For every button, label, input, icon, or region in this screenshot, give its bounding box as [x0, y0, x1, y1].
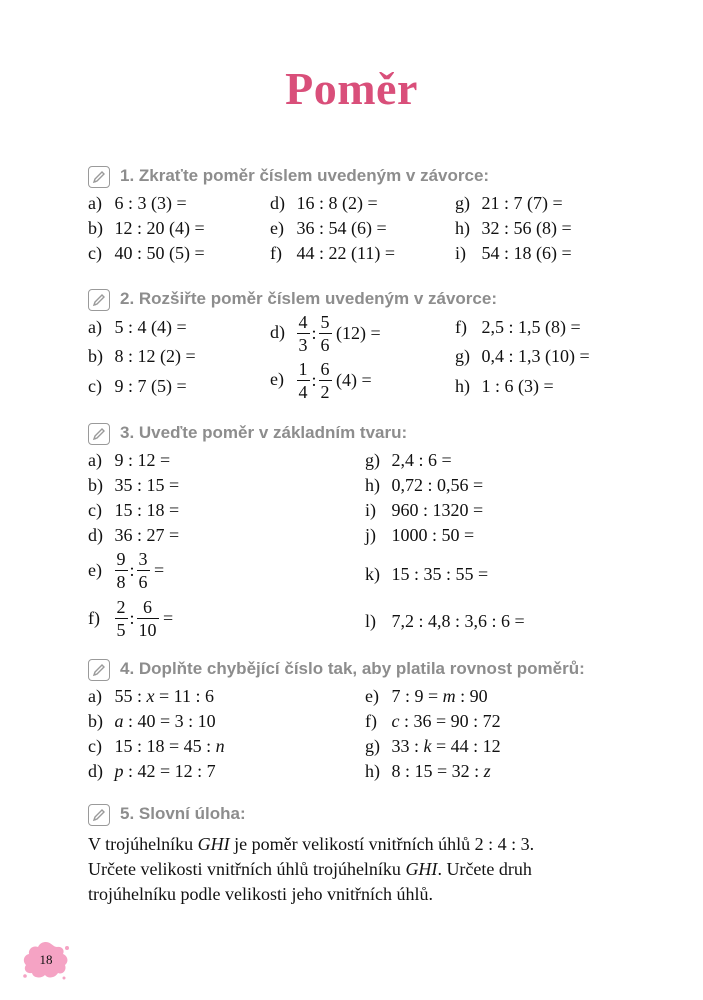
pencil-icon: [88, 166, 110, 188]
page-number: 18: [39, 952, 53, 967]
section-title: 2. Rozšiřte poměr číslem uvedeným v závorce:: [120, 289, 497, 308]
exercise-item: g) 2,4 : 6 =: [365, 450, 452, 470]
exercise-item: b) 8 : 12 (2) =: [88, 346, 196, 366]
exercise-item: l) 7,2 : 4,8 : 3,6 : 6 =: [365, 611, 525, 631]
fraction: $\frac{2}{5}$: [116, 597, 126, 640]
exercise-item: h) 1 : 6 (3) =: [455, 376, 554, 396]
section-heading: [88, 289, 688, 315]
section-title: 3. Uveďte poměr v základním tvaru:: [120, 423, 408, 442]
exercise-item: c) 9 : 7 (5) =: [88, 376, 187, 396]
exercise-item: a) 55 : x = 11 : 6: [88, 686, 214, 706]
exercise-item: d) p : 42 = 12 : 7: [88, 761, 216, 781]
fraction: $\frac{1}{4}$: [298, 359, 308, 402]
exercise-item: e) $\frac{1}{4}$ : $\frac{6}{2}$ (4) =: [270, 359, 372, 402]
section-title: 4. Doplňte chybějící číslo tak, aby platila rovnost poměrů:: [120, 659, 585, 678]
section-3: [88, 423, 688, 449]
exercise-item: a) 5 : 4 (4) =: [88, 317, 187, 337]
section-heading: [88, 804, 688, 830]
exercise-item: c) 40 : 50 (5) =: [88, 243, 205, 263]
exercise-item: k) 15 : 35 : 55 =: [365, 564, 489, 584]
exercise-item: h) 32 : 56 (8) =: [455, 218, 572, 238]
fraction: $\frac{6}{10}$: [138, 597, 157, 640]
section-5: [88, 804, 688, 830]
exercise-item: c) 15 : 18 =: [88, 500, 180, 520]
section-title: 1. Zkraťte poměr číslem uvedeným v závorce:: [120, 166, 490, 185]
pencil-icon: [88, 659, 110, 681]
exercise-item: i) 54 : 18 (6) =: [455, 243, 572, 263]
page-number-badge: [20, 938, 72, 982]
exercise-item: g) 33 : k = 44 : 12: [365, 736, 501, 756]
exercise-item: a) 9 : 12 =: [88, 450, 171, 470]
exercise-item: f) 2,5 : 1,5 (8) =: [455, 317, 581, 337]
section-heading: [88, 166, 688, 192]
exercise-item: d) 16 : 8 (2) =: [270, 193, 378, 213]
exercise-item: a) 6 : 3 (3) =: [88, 193, 187, 213]
section-heading: [88, 659, 688, 685]
exercise-item: e) $\frac{9}{8}$ : $\frac{3}{6}$ =: [88, 549, 165, 592]
section-heading: [88, 423, 688, 449]
exercise-item: j) 1000 : 50 =: [365, 525, 475, 545]
exercise-item: g) 0,4 : 1,3 (10) =: [455, 346, 590, 366]
exercise-item: b) 35 : 15 =: [88, 475, 180, 495]
section-2: [88, 289, 688, 315]
exercise-item: h) 0,72 : 0,56 =: [365, 475, 484, 495]
exercise-item: i) 960 : 1320 =: [365, 500, 484, 520]
fraction: $\frac{3}{6}$: [138, 549, 148, 592]
pencil-icon: [88, 804, 110, 826]
fraction: $\frac{9}{8}$: [116, 549, 126, 592]
fraction: $\frac{5}{6}$: [320, 312, 330, 355]
pencil-icon: [88, 423, 110, 445]
exercise-item: b) 12 : 20 (4) =: [88, 218, 205, 238]
exercise-item: f) 44 : 22 (11) =: [270, 243, 395, 263]
section-1: [88, 166, 688, 192]
section-4: [88, 659, 688, 685]
exercise-item: g) 21 : 7 (7) =: [455, 193, 563, 213]
pencil-icon: [88, 289, 110, 311]
page-title: Poměr: [285, 63, 418, 114]
exercise-item: f) c : 36 = 90 : 72: [365, 711, 501, 731]
exercise-item: b) a : 40 = 3 : 10: [88, 711, 216, 731]
exercise-item: c) 15 : 18 = 45 : n: [88, 736, 225, 756]
fraction: $\frac{4}{3}$: [298, 312, 308, 355]
word-problem-text: V trojúhelníku GHI je poměr velikostí vnitřních úhlů 2 : 4 : 3. Určete velikosti vnitřních úhlů trojúhelníku GHI. Určete druh trojúhelníku podle velikosti jeho vnitřních úhlů.: [88, 834, 535, 904]
fraction: $\frac{6}{2}$: [320, 359, 330, 402]
exercise-item: f) $\frac{2}{5}$ : $\frac{6}{10}$ =: [88, 597, 174, 640]
exercise-item: e) 7 : 9 = m : 90: [365, 686, 488, 706]
exercise-item: e) 36 : 54 (6) =: [270, 218, 387, 238]
exercise-item: h) 8 : 15 = 32 : z: [365, 761, 491, 781]
exercise-item: d) 36 : 27 =: [88, 525, 180, 545]
exercise-item: d) $\frac{4}{3}$ : $\frac{5}{6}$ (12) =: [270, 312, 381, 355]
section-title: 5. Slovní úloha:: [120, 804, 246, 823]
